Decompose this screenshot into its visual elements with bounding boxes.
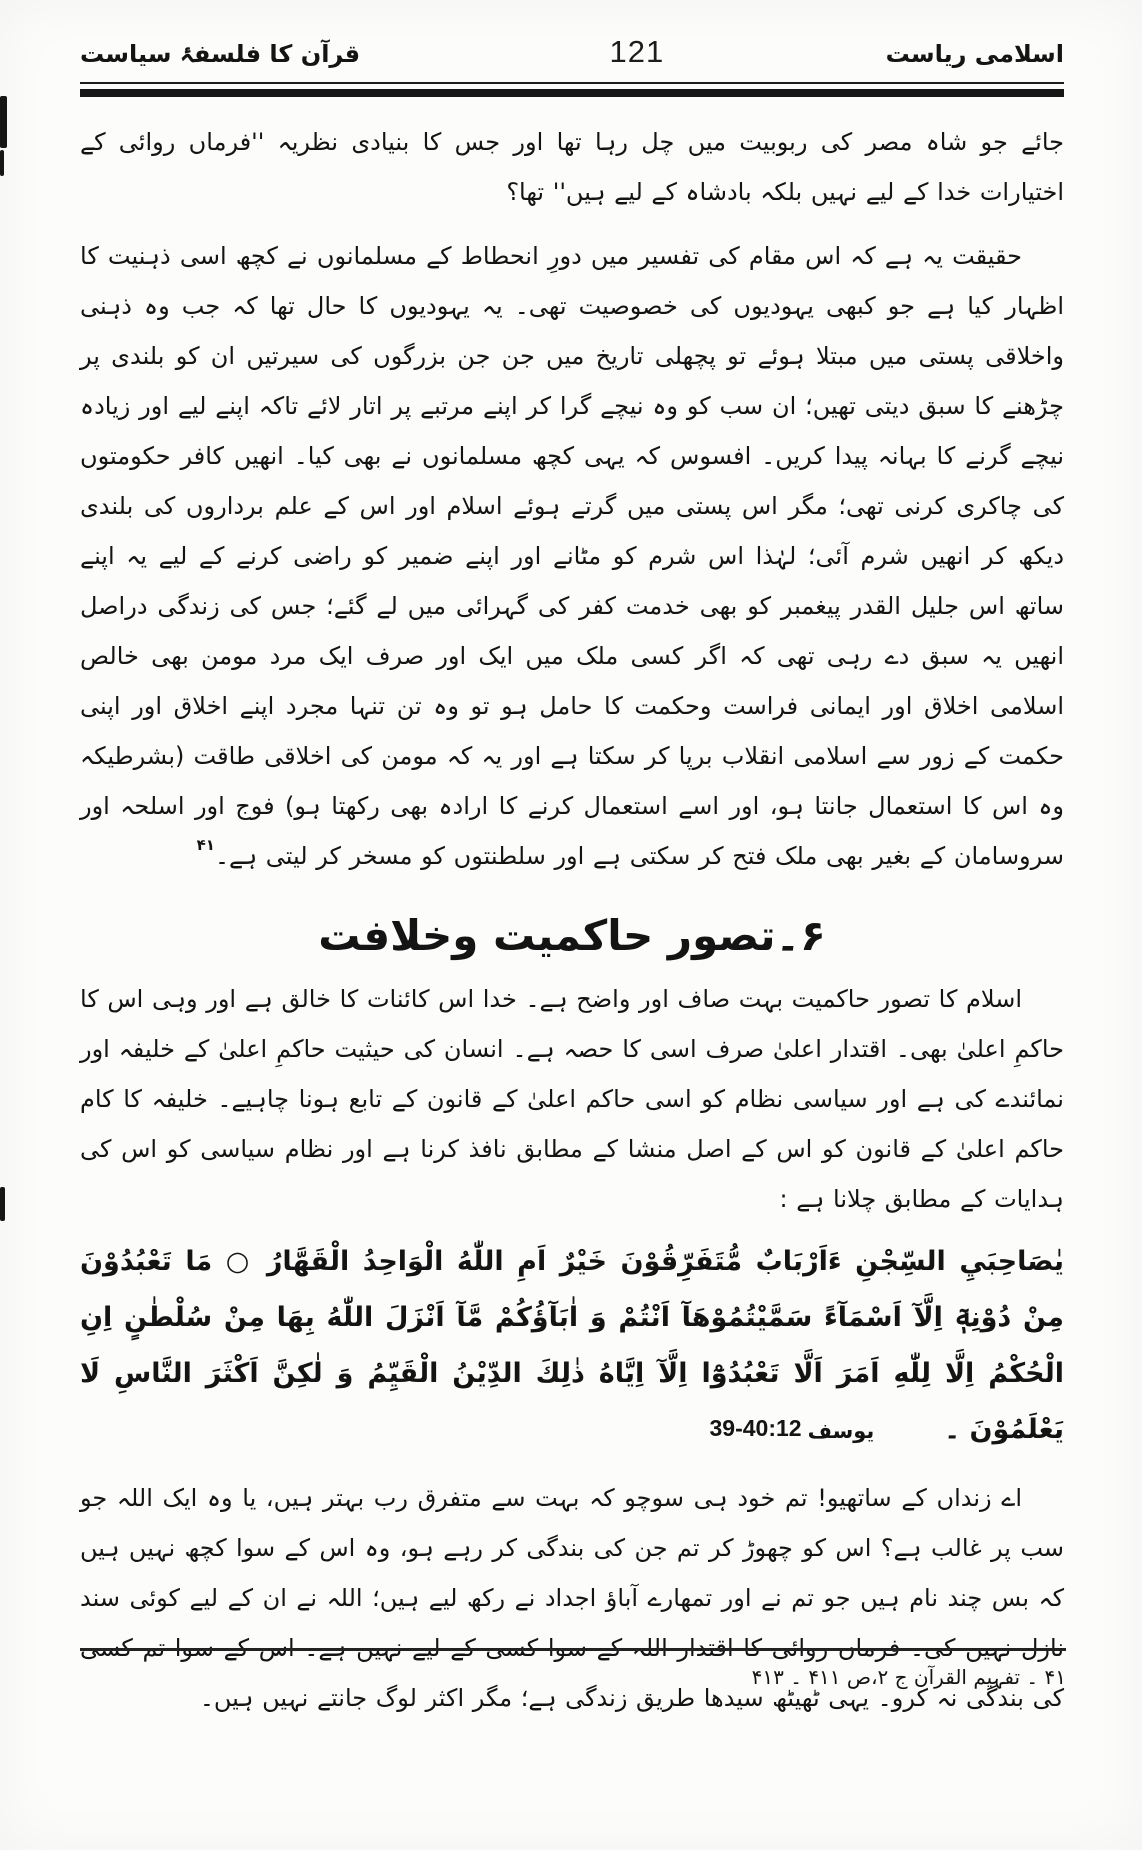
header-rule-thin (80, 82, 1064, 84)
quran-verse (80, 1234, 1064, 1459)
scan-artifact (0, 1187, 5, 1221)
section-heading: ۶۔تصور حاکمیت وخلافت (318, 911, 826, 960)
running-header (80, 34, 1064, 70)
footnote-marker: ۴۱ (196, 836, 215, 854)
quran-reference (710, 1414, 875, 1445)
paragraph-commentary-text: حقیقت یہ ہے کہ اس مقام کی تفسیر میں دورِ انحطاط کے مسلمانوں نے کچھ اسی ذہنیت کا اظہار کیا ہے جو کبھی یہودیوں کی خصوصیت تھی۔ یہ یہودیوں کا حال تھا کہ جب وہ ذہنی واخلاقی پستی میں مبتلا ہوئے تو پچھلی تاریخ میں جن جن بزرگوں کی سیرتیں ان کو بلندی پر چڑھنے کا سبق دیتی تھیں؛ ان سب کو وہ نیچے گرا کر اپنے مرتبے پر اتار لائے تاکہ اپنے لیے اور زیادہ نیچے گرنے کا بہانہ پیدا کریں۔ افسوس کہ یہی کچھ مسلمانوں نے بھی کیا۔ انھیں کافر حکومتوں کی چاکری کرنی تھی؛ مگر اس پستی میں گرتے ہوئے اسلام اور اس کے علم برداروں کی بلندی دیکھ کر انھیں شرم آئی؛ لہٰذا اس شرم کو مٹانے اور اپنے ضمیر کو راضی کرنے کے لیے یہ اپنے ساتھ اس جلیل القدر پیغمبر کو بھی خدمت کفر کی گہرائی میں لے گئے؛ جس کی زندگی دراصل انھیں یہ سبق دے رہی تھی کہ اگر کسی ملک میں ایک اور صرف ایک مرد مومن بھی خالص اسلامی اخلاق اور ایمانی فراست وحکمت کا حامل ہو تو وہ تن تنہا مجرد اپنے اخلاق اور اپنی حکمت کے زور سے اسلامی انقلاب برپا کر سکتا ہے اور یہ کہ مومن کی اخلاقی طاقت (بشرطیکہ وہ اس کا استعمال جانتا ہو، اور اسے استعمال کرنے کا ارادہ بھی رکھتا ہو) فوج اور اسلحہ اور سروسامان کے بغیر بھی ملک فتح کر سکتی ہے اور سلطنتوں کو مسخر کر لیتی ہے۔ (80, 242, 1064, 870)
body-text (80, 117, 1064, 1723)
scan-artifact (0, 150, 4, 176)
quran-reference-surah: یوسف (807, 1419, 875, 1443)
paragraph-sovereignty: اسلام کا تصور حاکمیت بہت صاف اور واضح ہے۔ خدا اس کائنات کا خالق ہے اور وہی اس کا حاکمِ اعلیٰ بھی۔ اقتدار اعلیٰ صرف اسی کا حصہ ہے۔ انسان کی حیثیت حاکمِ اعلیٰ کے خلیفہ اور نمائندے کی ہے اور سیاسی نظام کو اسی حاکم اعلیٰ کے قانون کے تابع ہونا چاہیے۔ خلیفہ کا کام حاکم اعلیٰ کے قانون کو اس کے اصل منشا کے مطابق نافذ کرنا ہے اور نظام سیاسی کو اس کی ہدایات کے مطابق چلانا ہے : (80, 985, 1064, 1213)
paragraph-commentary (80, 231, 1064, 881)
page-number: 121 (609, 34, 665, 69)
footnote-area (80, 1648, 1066, 1689)
header-rule-thick (80, 89, 1064, 97)
paragraph-continuation: جائے جو شاہ مصر کی ربوبیت میں چل رہا تھا اور جس کا بنیادی نظریہ ''فرماں روائی کے اختیارات خدا کے لیے نہیں بلکہ بادشاہ کے لیے ہیں'' تھا؟ (80, 128, 1064, 206)
quran-reference-verses: 39-40:12 (709, 1415, 802, 1441)
footnote-rule (80, 1648, 1066, 1651)
quran-text: يٰصَاحِبَيِ السِّجْنِ ءَاَرْبَابٌ مُّتَفَرِّقُوْنَ خَيْرٌ اَمِ اللّٰهُ الْوَاحِدُ الْقَهَّارُ ○ مَا تَعْبُدُوْنَ مِنْ دُوْنِهٖٓ اِلَّآ اَسْمَآءً سَمَّيْتُمُوْهَآ اَنْتُمْ وَ اٰبَآؤُكُمْ مَّآ اَنْزَلَ اللّٰهُ بِهَا مِنْ سُلْطٰنٍ اِنِ الْحُكْمُ اِلَّا لِلّٰهِ اَمَرَ اَلَّا تَعْبُدُوْٓا اِلَّآ اِيَّاهُ ذٰلِكَ الدِّيْنُ الْقَيِّمُ وَ لٰكِنَّ اَكْثَرَ النَّاسِ لَا يَعْلَمُوْنَ ۔ (80, 1246, 1064, 1445)
running-title-right: اسلامی ریاست (885, 40, 1064, 68)
paragraph-translation: اے زنداں کے ساتھیو! تم خود ہی سوچو کہ بہت سے متفرق رب بہتر ہیں، یا وہ ایک اللہ جو سب پر غالب ہے؟ اس کو چھوڑ کر تم جن کی بندگی کر رہے ہو، وہ اس کے سوا کچھ نہیں ہیں کہ بس چند نام ہیں جو تم نے اور تمھارے آباؤ اجداد نے رکھ لیے ہیں؛ اللہ نے ان کے لیے کوئی سند نازل نہیں کی۔ فرماں روائی کا اقتدار اللہ کے سوا کسی کے لیے نہیں ہے۔ اس کے سوا تم کسی کی بندگی نہ کرو۔ یہی ٹھیٹھ سیدھا طریق زندگی ہے؛ مگر اکثر لوگ جانتے نہیں ہیں۔ (80, 1484, 1064, 1712)
scan-artifact (0, 96, 7, 148)
running-title-left: قرآن کا فلسفۂ سیاست (80, 40, 361, 68)
footnote-text: ۴۱ ۔ تفہیم القرآن ج ۲،ص ۴۱۱ ۔ ۴۱۳ (751, 1665, 1066, 1689)
